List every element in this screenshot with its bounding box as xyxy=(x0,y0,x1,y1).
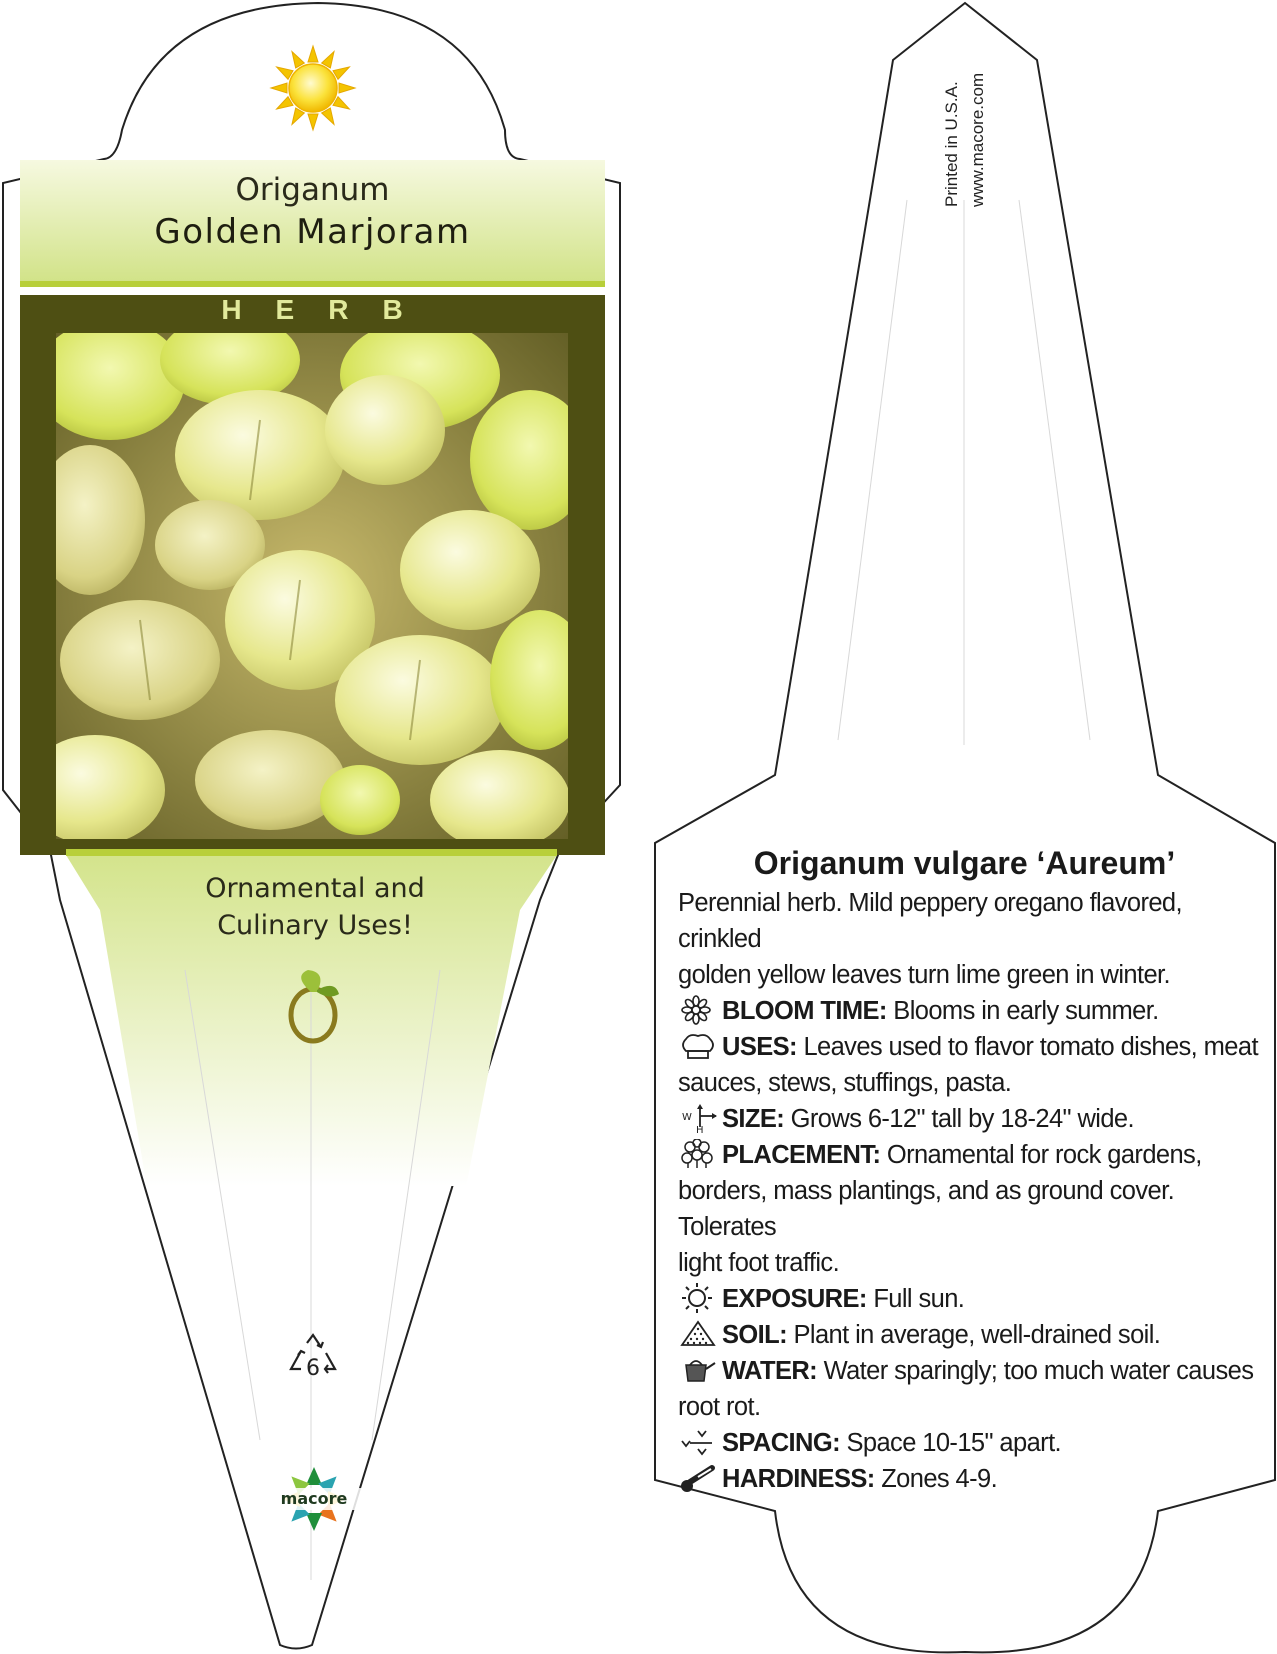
printed-in-label: Printed in U.S.A. xyxy=(942,81,961,207)
size-icon xyxy=(678,1103,718,1133)
uses-text: Leaves used to flavor tomato dishes, meat xyxy=(803,1033,1258,1061)
tagline xyxy=(80,870,550,944)
recycle-number: 6 xyxy=(306,1356,320,1381)
exposure-row xyxy=(678,1281,1263,1317)
tagline-line: Ornamental and xyxy=(205,873,425,904)
header-rule xyxy=(20,281,605,287)
bloom-time-row xyxy=(678,993,1263,1029)
description-line: Perennial herb. Mild peppery oregano flavored, crinkled xyxy=(678,889,1182,953)
watering-can-icon xyxy=(678,1355,718,1385)
thermometer-icon xyxy=(678,1463,718,1493)
plant-category: HERB xyxy=(221,294,437,325)
size-label: SIZE: xyxy=(722,1105,785,1133)
description xyxy=(678,885,1263,993)
size-icon-height-letter: H xyxy=(696,1125,703,1133)
soil-label: SOIL: xyxy=(722,1321,787,1349)
exposure-text: Full sun. xyxy=(873,1285,965,1313)
size-text: Grows 6-12" tall by 18-24" wide. xyxy=(790,1105,1134,1133)
spacing-icon xyxy=(678,1427,718,1457)
soil-row xyxy=(678,1317,1263,1353)
uses-row xyxy=(678,1029,1263,1065)
spacing-label: SPACING: xyxy=(722,1429,840,1457)
water-row xyxy=(678,1353,1263,1389)
spacing-row xyxy=(678,1425,1263,1461)
placement-text: Ornamental for rock gardens, xyxy=(886,1141,1202,1169)
uses-label: USES: xyxy=(722,1033,797,1061)
description-line: golden yellow leaves turn lime green in winter. xyxy=(678,961,1170,989)
placement-text-continued: light foot traffic. xyxy=(678,1249,840,1277)
plant-genus: Origanum xyxy=(235,172,390,208)
hardiness-text: Zones 4-9. xyxy=(881,1465,998,1493)
spacing-text: Space 10-15" apart. xyxy=(846,1429,1062,1457)
size-icon-width-letter: W xyxy=(682,1112,692,1123)
placement-row xyxy=(678,1137,1263,1173)
website-label: www.macore.com xyxy=(968,72,987,207)
plant-photo xyxy=(25,315,590,850)
water-label: WATER: xyxy=(722,1357,818,1385)
tagline-line: Culinary Uses! xyxy=(217,910,413,941)
brand-name: macore xyxy=(280,1489,348,1508)
bloom-time-text: Blooms in early summer. xyxy=(893,997,1159,1025)
chef-hat-icon xyxy=(678,1031,718,1061)
lower-accent-rule xyxy=(66,849,557,856)
botanical-name: Origanum vulgare ‘Aureum’ xyxy=(753,845,1176,881)
placement-text-continued: borders, mass plantings, and as ground cover. Tolerates xyxy=(678,1177,1175,1241)
soil-icon xyxy=(678,1319,718,1349)
uses-text-continued: sauces, stews, stuffings, pasta. xyxy=(678,1069,1012,1097)
placement-label: PLACEMENT: xyxy=(722,1141,881,1169)
hardiness-row xyxy=(678,1461,1263,1497)
sun-exposure-icon xyxy=(678,1283,718,1313)
exposure-label: EXPOSURE: xyxy=(722,1285,867,1313)
soil-text: Plant in average, well-drained soil. xyxy=(793,1321,1161,1349)
water-text-continued: root rot. xyxy=(678,1393,761,1421)
size-row xyxy=(678,1101,1263,1137)
hardiness-label: HARDINESS: xyxy=(722,1465,875,1493)
water-text: Water sparingly; too much water causes xyxy=(823,1357,1254,1385)
plant-care-info xyxy=(678,845,1263,1497)
bloom-time-label: BLOOM TIME: xyxy=(722,997,887,1025)
flower-icon xyxy=(678,995,718,1025)
plant-common-name: Golden Marjoram xyxy=(154,212,471,252)
placement-icon xyxy=(678,1139,718,1169)
